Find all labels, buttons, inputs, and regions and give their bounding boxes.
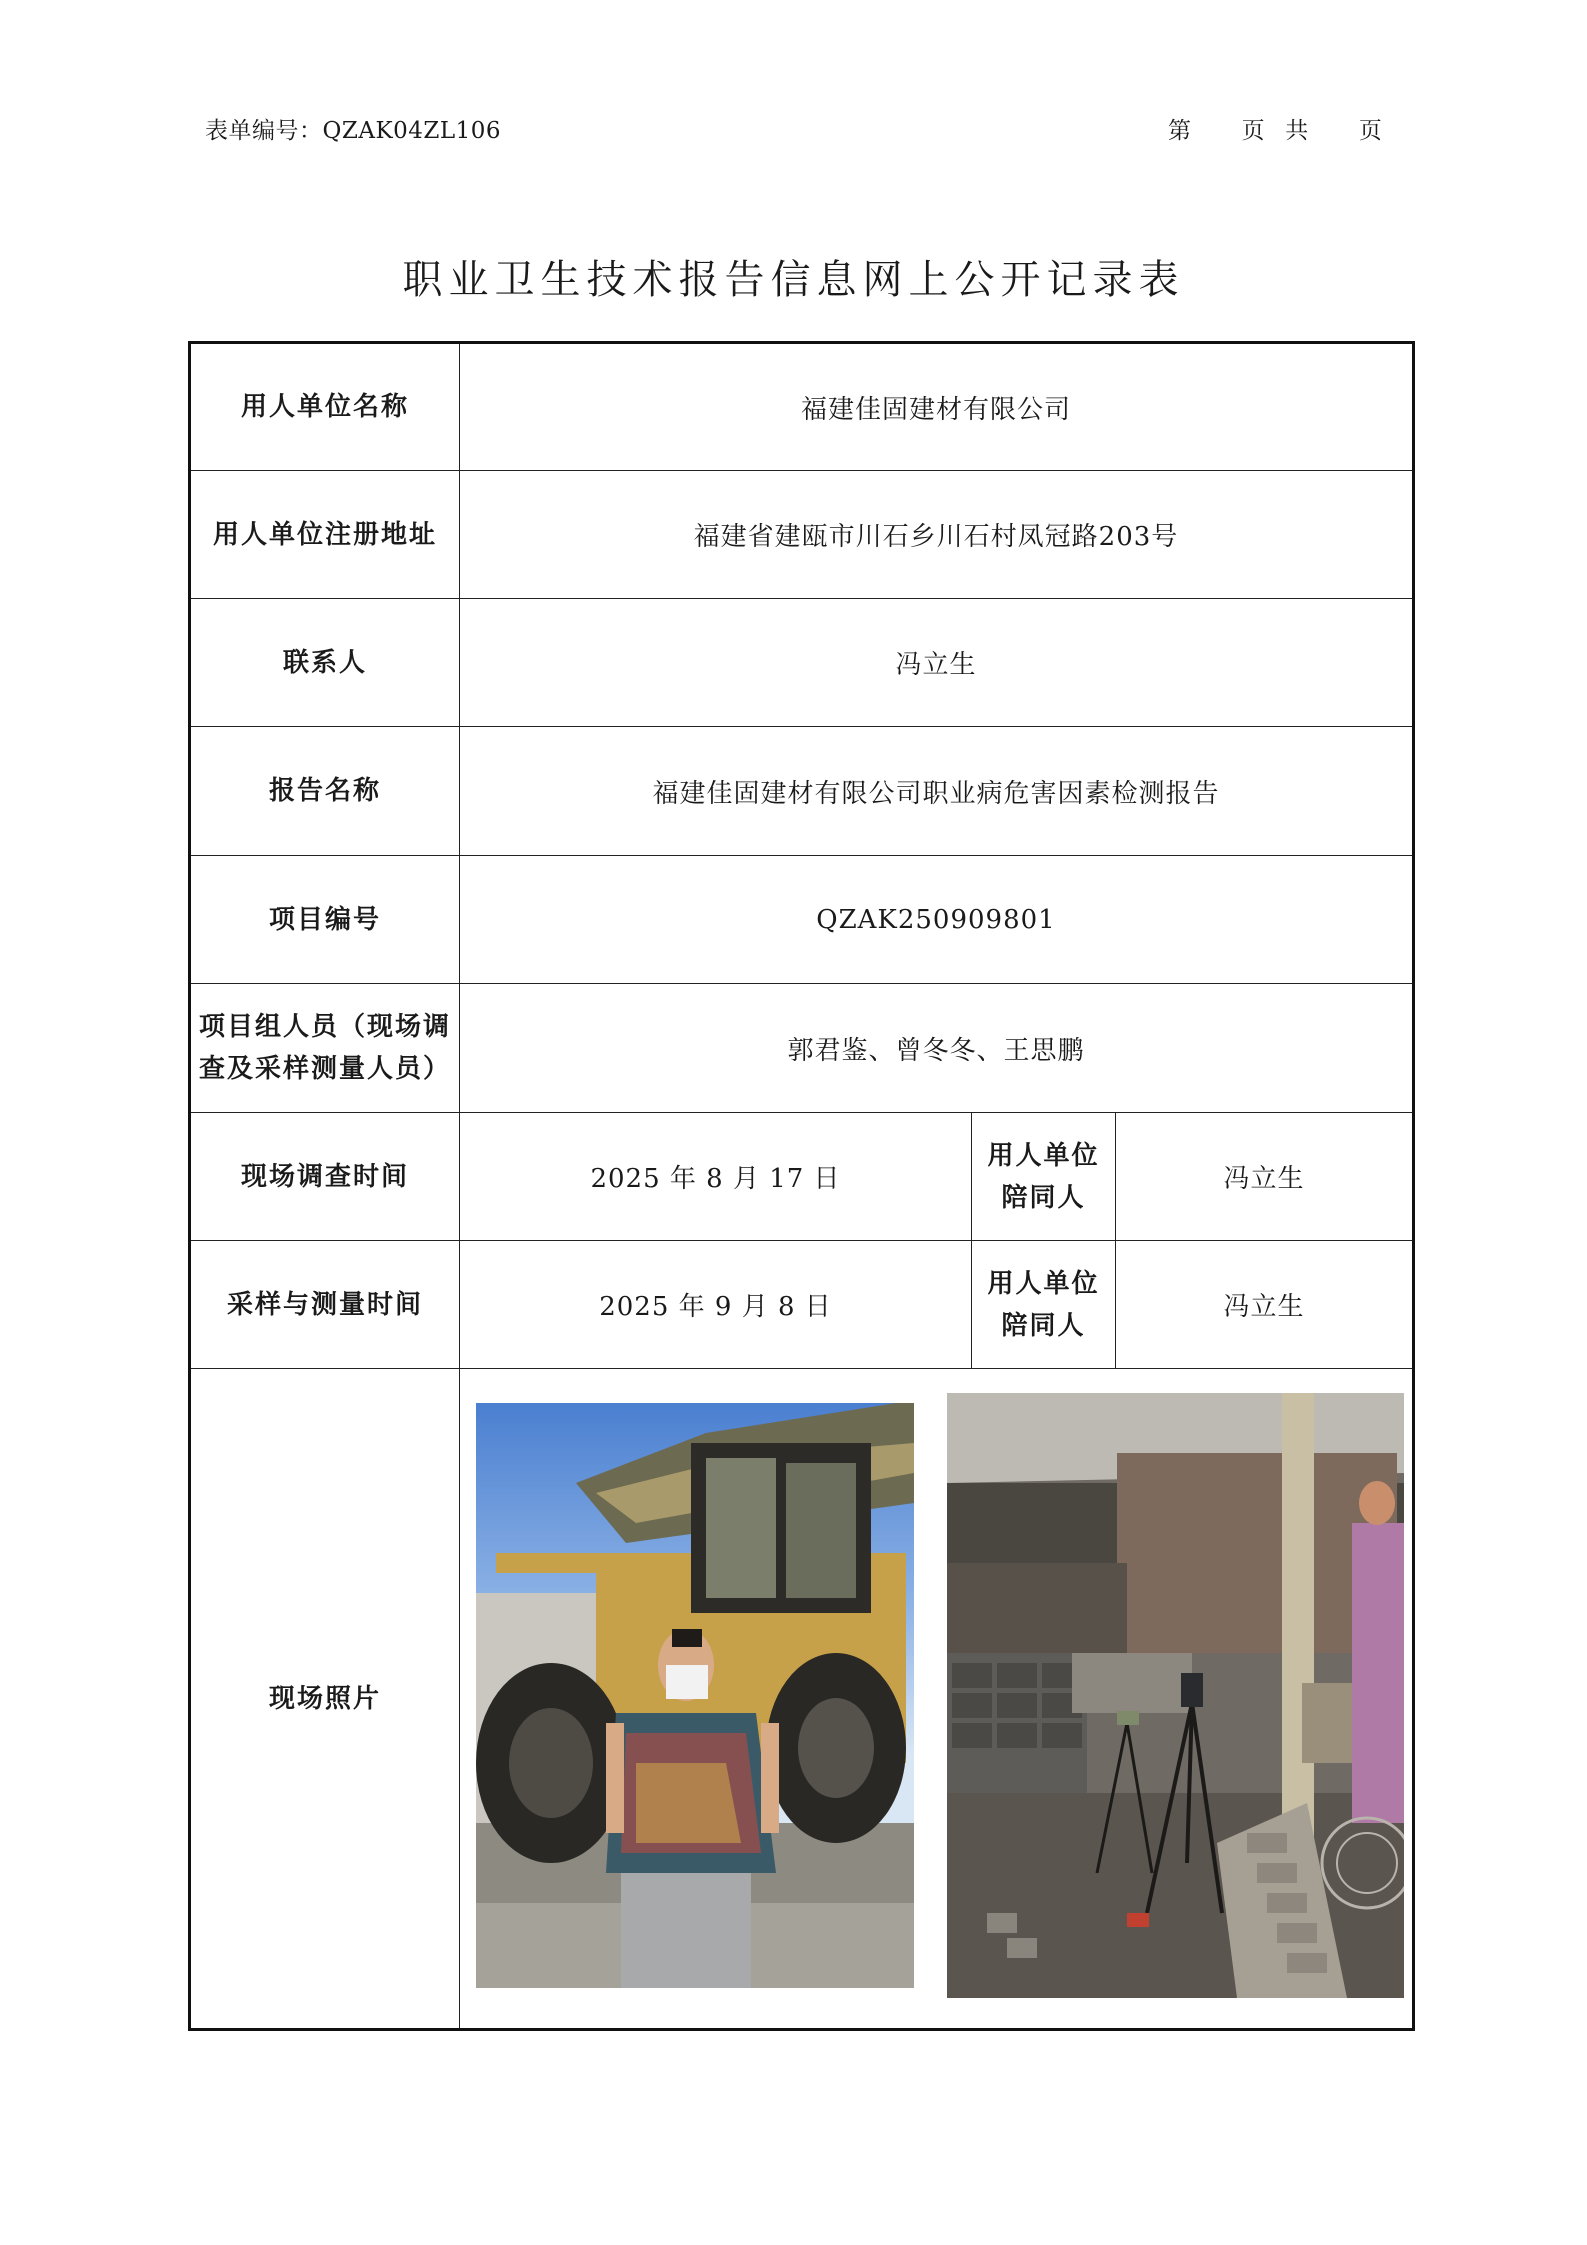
row-sampling-time (190, 1241, 1414, 1369)
record-table (188, 341, 1415, 2031)
contact-label: 联系人 (190, 599, 460, 727)
photos-container (460, 1369, 1412, 2027)
row-photos (190, 1369, 1414, 2030)
sampling-escort-label (972, 1241, 1116, 1369)
site-photo-sampling-equipment (947, 1393, 1404, 1998)
contact-value: 冯立生 (460, 599, 1414, 727)
report-name-value: 福建佳固建材有限公司职业病危害因素检测报告 (460, 727, 1414, 856)
sampling-escort-label-line2: 陪同人 (1001, 1310, 1086, 1341)
row-company-name (190, 343, 1414, 471)
survey-time-label: 现场调查时间 (190, 1113, 460, 1241)
team-label-line2: 查及采样测量人员） (198, 1054, 451, 1084)
page-ye-1: 页 (1241, 118, 1265, 144)
form-number-value: QZAK04ZL106 (322, 118, 502, 144)
sampling-time-value: 2025 年 9 月 8 日 (460, 1241, 972, 1369)
survey-escort-label (972, 1113, 1116, 1241)
survey-time-value: 2025 年 8 月 17 日 (460, 1113, 972, 1241)
team-value: 郭君鉴、曾冬冬、王思鹏 (460, 984, 1414, 1113)
address-value: 福建省建瓯市川石乡川石村凤冠路203号 (460, 471, 1414, 599)
project-no-value: QZAK250909801 (460, 856, 1414, 984)
row-report-name (190, 727, 1414, 856)
row-project-no (190, 856, 1414, 984)
report-name-label: 报告名称 (190, 727, 460, 856)
page-indicator (1168, 112, 1382, 145)
sampling-escort-value: 冯立生 (1116, 1241, 1414, 1369)
form-number (205, 112, 501, 145)
company-name-value: 福建佳固建材有限公司 (460, 343, 1414, 471)
row-contact (190, 599, 1414, 727)
site-photo-worker-loader (476, 1403, 914, 1988)
row-address (190, 471, 1414, 599)
project-no-label: 项目编号 (190, 856, 460, 984)
sampling-time-label: 采样与测量时间 (190, 1241, 460, 1369)
survey-escort-label-line1: 用人单位 (987, 1140, 1100, 1171)
team-label-line1: 项目组人员（现场调 (198, 1012, 451, 1042)
survey-escort-label-line2: 陪同人 (1001, 1182, 1086, 1213)
sampling-escort-label-line1: 用人单位 (987, 1268, 1100, 1299)
page-title: 职业卫生技术报告信息网上公开记录表 (402, 257, 1185, 303)
address-label: 用人单位注册地址 (190, 471, 460, 599)
row-team (190, 984, 1414, 1113)
photos-label: 现场照片 (190, 1369, 460, 2030)
company-name-label: 用人单位名称 (190, 343, 460, 471)
page-ye-2: 页 (1358, 118, 1382, 144)
page-di: 第 (1168, 118, 1191, 144)
survey-escort-value: 冯立生 (1116, 1113, 1414, 1241)
row-survey-time (190, 1113, 1414, 1241)
form-number-label: 表单编号： (205, 118, 323, 144)
page-gong: 共 (1285, 118, 1309, 144)
photos-cell (460, 1369, 1414, 2030)
team-label (190, 984, 460, 1113)
